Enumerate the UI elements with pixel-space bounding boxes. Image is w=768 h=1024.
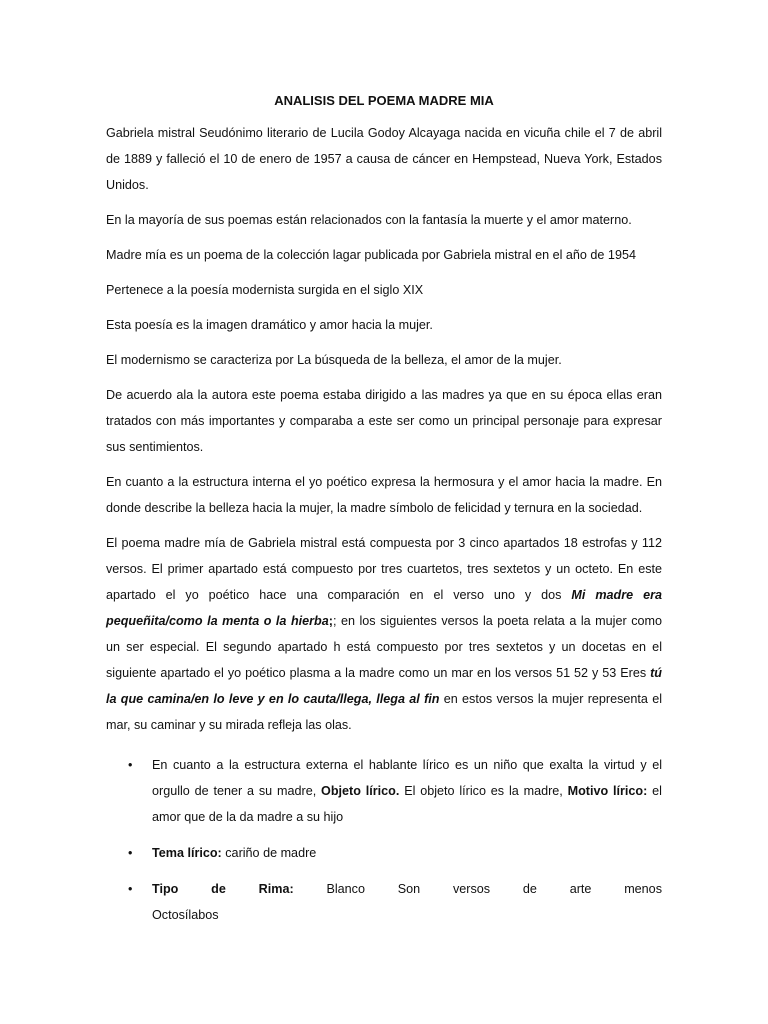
bullet-list [106,752,662,928]
paragraph-biography: Gabriela mistral Seudónimo literario de Lucila Godoy Alcayaga nacida en vicuña chile el 7 de abril de 1889 y falleció el 10 de enero de 1957 a causa de cáncer en Hempstead, Nueva York, Estados Unidos. [106,126,662,192]
paragraph-movement: Pertenece a la poesía modernista surgida en el siglo XIX [106,283,424,297]
paragraph-poem-structure: El poema madre mía de Gabriela mistral está compuesta por 3 cinco apartados 18 estrofas y 112 versos. El primer apartado está compuesto por tres cuartetos, tres sextetos y un octeto. En este apartado el yo poético hace una comparación en el verso uno y dos Mi madre era pequeñita/como la menta o la hierba;; en los siguientes versos la poeta relata a la mujer como un ser especial. El segundo apartado h está compuesto por tres sextetos y un docetas en el siguiente apartado el yo poético plasma a la madre como un mar en los versos 51 52 y 53 Eres tú la que camina/en lo leve y en lo cauta/llega, llega al fin en estos versos la mujer representa el mar, su caminar y su mirada refleja las olas. [106,536,663,732]
page-title: ANALISIS DEL POEMA MADRE MIA [274,93,494,108]
paragraph-image: Esta poesía es la imagen dramático y amor hacia la mujer. [106,318,433,332]
bullet-dot: • [128,882,133,896]
list-item [106,876,662,928]
rima-line-2: Octosílabos [152,908,219,922]
paragraph-internal-structure: En cuanto a la estructura interna el yo poético expresa la hermosura y el amor hacia la madre. En donde describe la belleza hacia la mujer, la madre símbolo de felicidad y ternura en la sociedad. [106,475,662,515]
rima-line: Tipo de Rima: Blanco Son versos de arte menos [152,882,662,896]
term-tema-lirico: Tema lírico: [152,846,222,860]
structure-text-3: en estos versos la mujer representa el mar, su caminar y su mirada refleja las olas. [106,692,663,732]
bullet-dot: • [128,758,133,772]
paragraph-collection: Madre mía es un poema de la colección lagar publicada por Gabriela mistral en el año de 1954 [106,248,636,262]
paragraph-modernism: El modernismo se caracteriza por La búsqueda de la belleza, el amor de la mujer. [106,353,562,367]
structure-text-1: El poema madre mía de Gabriela mistral está compuesta por 3 cinco apartados 18 estrofas y 112 versos. El primer apartado está compuesto por tres cuartetos, tres sextetos y un octeto. En este apartado el yo poético hace una comparación en el verso uno y dos [106,536,662,602]
structure-text-2: ; en los siguientes versos la poeta relata a la mujer como un ser especial. El segundo apartado h está compuesto por tres sextetos y un docetas en el siguiente apartado el yo poético plasma a la madre como un mar en los versos 51 52 y 53 Eres [106,614,662,680]
bullet-dot: • [128,846,133,860]
term-motivo-lirico: Motivo lírico: [567,784,648,798]
paragraph-themes: En la mayoría de sus poemas están relacionados con la fantasía la muerte y el amor materno. [106,213,632,227]
list-item: • Tema lírico: cariño de madre [106,840,662,866]
term-objeto-lirico: Objeto lírico. [321,784,400,798]
quote-verses-51-53: tú la que camina/en lo leve y en lo cauta/llega, llega al fin [106,666,662,706]
quote-verses-1-2: Mi madre era pequeñita/como la menta o la hierba [106,588,663,628]
list-item: • En cuanto a la estructura externa el hablante lírico es un niño que exalta la virtud y el orgullo de tener a su madre, Objeto lírico. El objeto lírico es la madre, Motivo lírico: el amor que de la da madre a su hijo [106,752,662,830]
paragraph-author-intent: De acuerdo ala la autora este poema estaba dirigido a las madres ya que en su época ellas eran tratados con más importantes y comparaba a este ser como un principal personaje para expresar sus sentimientos. [106,388,662,454]
